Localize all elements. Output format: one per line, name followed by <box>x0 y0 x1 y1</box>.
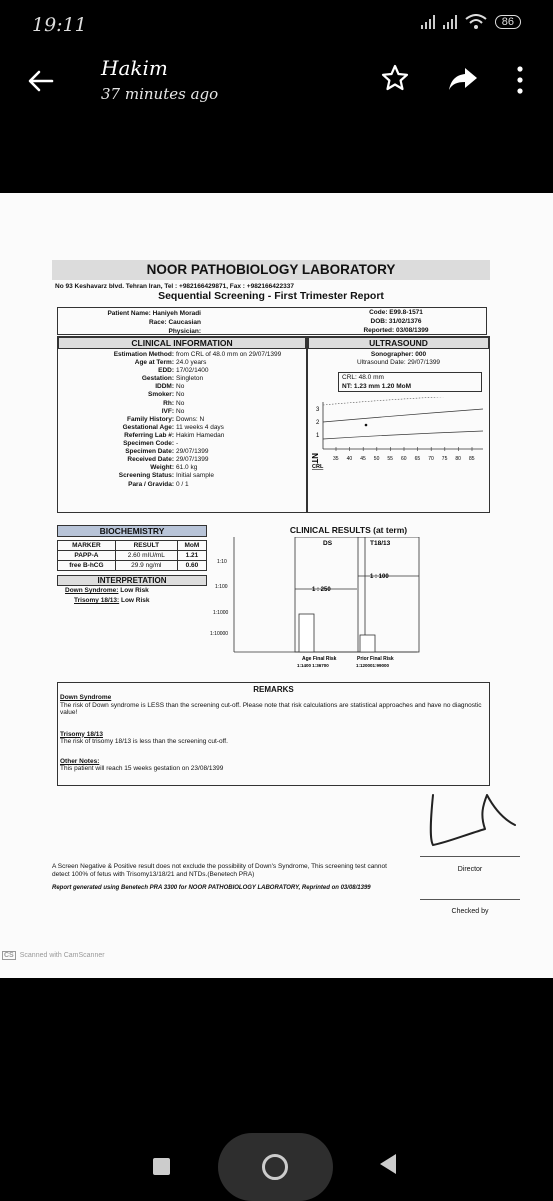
back-arrow-icon[interactable] <box>26 66 56 96</box>
result-cell: 2.60 mIU/mL <box>115 551 177 561</box>
clinical-row-key: IDDM: <box>155 383 174 391</box>
clinical-row-key: Gestation: <box>141 375 174 383</box>
sonographer: Sonographer: 000 <box>370 351 427 358</box>
clinical-row <box>58 400 306 408</box>
camscanner-watermark <box>2 951 105 960</box>
clinical-row <box>58 424 306 432</box>
back-triangle-icon[interactable] <box>380 1154 396 1174</box>
checked-by-line: Checked by <box>420 899 520 915</box>
mom-cell: 0.60 <box>177 561 206 571</box>
clinical-row-value: 61.0 kg <box>176 464 198 472</box>
biochemistry-table <box>57 540 207 571</box>
down-label: Down Syndrome: <box>65 587 119 594</box>
t-risk-label: 1 : 100 <box>370 574 389 580</box>
camscanner-text: Scanned with CamScanner <box>19 952 105 959</box>
clinical-rows <box>58 351 306 489</box>
col-mom: MoM <box>177 541 206 551</box>
patient-name: Patient Name: Haniyeh Moradi <box>107 310 201 317</box>
clinical-row <box>58 391 306 399</box>
patient-race: Race: Caucasian <box>148 319 201 326</box>
clinical-row-value: 29/07/1399 <box>176 456 209 464</box>
crl-axis-label: CRL <box>312 464 324 470</box>
patient-info <box>61 309 201 336</box>
document-image[interactable] <box>0 193 553 978</box>
down-value: Low Risk <box>120 587 149 594</box>
remarks-section <box>57 682 490 786</box>
age-final-values: 1:1400 1:36700 <box>297 663 329 668</box>
signature-image <box>425 785 520 860</box>
clinical-header: CLINICAL INFORMATION <box>58 337 306 349</box>
remarks-ds-text: The risk of Down syndrome is LESS than the screening cut-off. Please note that risk calculations are statistical approaches and have no diagnostic value! <box>60 701 482 716</box>
clinical-row-key: Specimen Code: <box>123 440 174 448</box>
patient-code: Code: E99.8-1571 <box>369 309 423 316</box>
nt-x-tick-label: 60 <box>401 456 407 462</box>
t-final-risk-bar <box>360 635 375 652</box>
clinical-row-value: Initial sample <box>176 472 214 480</box>
ultrasound-header: ULTRASOUND <box>308 337 489 349</box>
status-time: 19:11 <box>32 14 87 36</box>
clinical-row-value: 0 / 1 <box>176 480 189 488</box>
nt-y-tick: 3 <box>316 407 320 413</box>
nt-x-tick-label: 45 <box>360 456 366 462</box>
clinical-row <box>58 383 306 391</box>
clinical-row <box>58 367 306 375</box>
patient-box <box>57 307 487 335</box>
result-cell: 29.9 ng/ml <box>115 561 177 571</box>
nt-upper-curve <box>323 397 483 405</box>
clinical-row-value: No <box>176 399 185 407</box>
nt-x-tick-label: 70 <box>428 456 434 462</box>
crl-nt-box <box>338 372 482 392</box>
message-time: 37 minutes ago <box>101 85 219 103</box>
clinical-results <box>207 525 490 688</box>
nt-x-tick-label: 40 <box>346 456 353 462</box>
camscanner-logo: CS <box>4 952 14 959</box>
clinical-row <box>58 440 306 448</box>
clinical-row-value: Singleton <box>176 375 204 383</box>
remarks-t-text: The risk of trisomy 18/13 is less than the screening cut-off. <box>60 738 228 745</box>
nt-y-tick: 1 <box>316 433 320 439</box>
clinical-row-key: Gestational Age: <box>122 423 174 431</box>
age-final-label: Age Final Risk <box>302 656 337 662</box>
clinical-row <box>58 351 306 359</box>
clinical-row <box>58 456 306 464</box>
clinical-row <box>58 481 306 489</box>
interpretation-down <box>57 586 207 596</box>
clinical-row <box>58 375 306 383</box>
nt-y-tick: 2 <box>316 420 320 426</box>
remarks-ds-title: Down Syndrome <box>60 694 112 701</box>
lab-name: NOOR PATHOBIOLOGY LABORATORY <box>52 260 490 280</box>
nt-x-tick-label: 65 <box>414 456 421 462</box>
clinical-row-key: Screening Status: <box>118 472 174 480</box>
clinical-row-key: Rh: <box>163 399 174 407</box>
sender-name: Hakim <box>101 56 168 80</box>
nt-x-tick-label: 80 <box>455 456 461 462</box>
clinical-row <box>58 432 306 440</box>
nt-point <box>365 424 368 427</box>
nt-x-tick-label: 75 <box>441 456 448 462</box>
remarks-t-title: Trisomy 18/13 <box>60 730 103 738</box>
status-icons <box>421 14 521 30</box>
nt-chart <box>308 397 491 487</box>
clinical-row-key: EDD: <box>158 367 174 375</box>
risk-chart <box>207 537 490 687</box>
risk-y-tick: 1:1000 <box>213 610 229 616</box>
clinical-row-value: from CRL of 48.0 mm on 29/07/1399 <box>176 351 282 358</box>
marker-cell: PAPP-A <box>58 551 116 561</box>
ultrasound-section <box>307 336 490 513</box>
nt-x-tick-label: 50 <box>373 456 380 462</box>
clinical-results-title: CLINICAL RESULTS (at term) <box>289 525 408 535</box>
trisomy-value: Low Risk <box>120 597 150 604</box>
ds-final-risk-bar <box>299 614 314 652</box>
lab-address: No 93 Keshavarz blvd. Tehran Iran, Tel : +982166429871, Fax : +982166422337 <box>55 283 294 290</box>
t-column-label: T18/13 <box>370 540 391 547</box>
share-icon[interactable] <box>447 63 479 93</box>
biochemistry-section <box>57 525 207 618</box>
clinical-row-value: No <box>176 391 185 399</box>
wifi-icon <box>465 14 487 30</box>
nt-lower-curve <box>323 431 483 439</box>
clinical-row-value: Downs: N <box>176 415 205 423</box>
patient-dob: DOB: 31/02/1376 <box>370 318 422 325</box>
clinical-row-value: No <box>176 383 185 391</box>
clinical-row <box>58 416 306 424</box>
ds-risk-label: 1 : 250 <box>312 587 331 593</box>
signal-icon <box>421 15 435 29</box>
ultrasound-info <box>308 351 489 367</box>
clinical-row-key: Specimen Date: <box>125 448 174 456</box>
clinical-row <box>58 359 306 367</box>
clinical-row-value: 11 weeks 4 days <box>176 423 224 431</box>
clinical-row <box>58 448 306 456</box>
nt-x-tick-label: 85 <box>469 456 475 462</box>
table-row <box>58 551 207 561</box>
col-result: RESULT <box>115 541 177 551</box>
nt-x-tick-label: 55 <box>387 456 393 462</box>
prior-final-label: Prior Final Risk <box>357 656 394 662</box>
clinical-row-key: Family History: <box>127 415 174 423</box>
system-nav-bar <box>0 1105 553 1200</box>
risk-y-tick: 1:10 <box>217 559 227 565</box>
trisomy-label: Trisomy 18/13: <box>74 597 120 604</box>
director-signature-line: Director <box>420 856 520 873</box>
crl-value: CRL: 48.0 mm <box>342 374 384 381</box>
battery-indicator: 86 <box>495 15 521 29</box>
mom-cell: 1.21 <box>177 551 206 561</box>
app-bar <box>0 50 553 120</box>
col-marker: MARKER <box>58 541 116 551</box>
prior-final-values: 1:120001:99000 <box>356 663 390 668</box>
clinical-row-value: 17/02/1400 <box>176 367 209 375</box>
clinical-row-value: 29/07/1399 <box>176 448 209 456</box>
clinical-row-key: IVF: <box>161 407 174 415</box>
remarks-title: REMARKS <box>253 685 294 694</box>
nt-median-curve <box>323 409 483 422</box>
clinical-row-key: Age at Term: <box>134 359 174 367</box>
clinical-row <box>58 472 306 480</box>
nt-axis-label: NT <box>310 453 319 464</box>
clinical-row-value: 24.0 years <box>176 359 207 367</box>
biochemistry-header: BIOCHEMISTRY <box>57 525 207 537</box>
risk-y-tick: 1:100 <box>215 584 228 590</box>
report-date: Reported: 03/08/1399 <box>363 327 429 334</box>
clinical-row-value: No <box>176 407 185 415</box>
clinical-information <box>57 336 307 513</box>
interpretation-trisomy <box>57 596 207 606</box>
patient-codes <box>336 308 456 335</box>
more-vertical-icon[interactable] <box>510 64 530 96</box>
clinical-row <box>58 464 306 472</box>
table-row <box>58 561 207 571</box>
report-generated-text: Report generated using Benetech PRA 3300 for NOOR PATHOBIOLOGY LABORATORY, Reprinted on 03/08/1399 <box>52 885 371 891</box>
table-header-row <box>58 541 207 551</box>
patient-physician: Physician: <box>168 328 201 335</box>
clinical-row-key: Estimation Method: <box>113 351 174 358</box>
clinical-row-key: Referring Lab #: <box>124 431 174 439</box>
nt-value: NT: 1.23 mm 1.20 MoM <box>342 383 411 390</box>
clinical-row-key: Weight: <box>150 464 174 472</box>
clinical-row-key: Para / Gravida: <box>128 480 174 488</box>
signal-icon-2 <box>443 15 457 29</box>
remarks-notes-text: This patient will reach 15 weeks gestation on 23/08/1399 <box>60 765 224 772</box>
interpretation-header: INTERPRETATION <box>57 575 207 586</box>
status-bar <box>0 0 553 50</box>
ds-column-label: DS <box>323 540 333 547</box>
recent-apps-icon[interactable] <box>153 1158 170 1175</box>
report-title: Sequential Screening - First Trimester Report <box>158 290 384 302</box>
star-icon[interactable] <box>380 63 410 93</box>
nt-x-tick-label: 35 <box>333 456 339 462</box>
home-icon[interactable] <box>262 1154 288 1180</box>
clinical-row-key: Smoker: <box>147 391 174 399</box>
clinical-row-key: Received Date: <box>127 456 174 464</box>
remarks-notes-title: Other Notes: <box>60 757 100 765</box>
clinical-row-value: Hakim Hamedan <box>176 431 225 439</box>
disclaimer-text: A Screen Negative & Positive result does not exclude the possibility of Down's Syndrome, This screening test cannot detect 100% of fetus with Trisomy13/18/21 and NTDs.(Benetech PRA) <box>52 863 387 878</box>
clinical-row <box>58 408 306 416</box>
marker-cell: free B-hCG <box>58 561 116 571</box>
ultrasound-date: Ultrasound Date: 29/07/1399 <box>356 359 441 366</box>
risk-y-tick: 1:10000 <box>210 631 229 637</box>
clinical-row-value: - <box>176 440 179 448</box>
